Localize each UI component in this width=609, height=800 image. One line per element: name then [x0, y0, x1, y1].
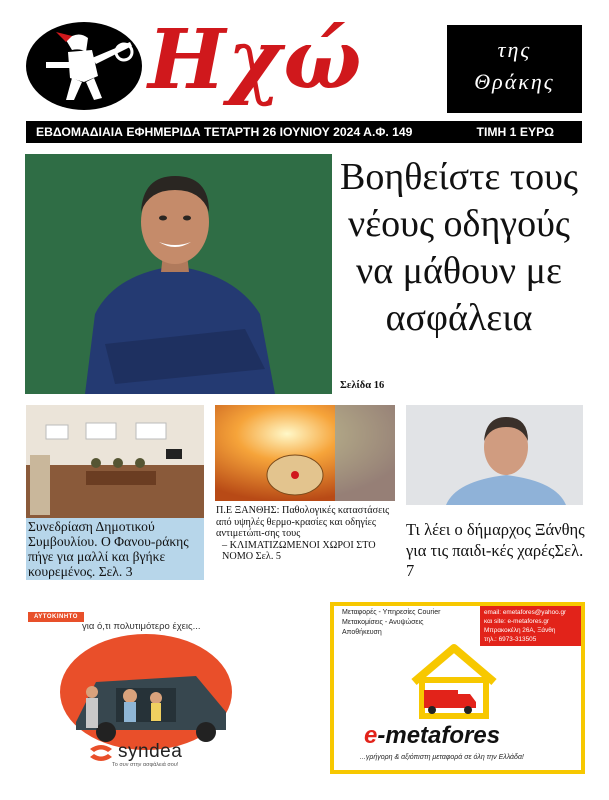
logo-letter-e: e — [364, 722, 378, 749]
subtitle-box — [447, 25, 582, 113]
contact-site[interactable]: και site: e-metafores.gr — [484, 618, 550, 625]
service-item: Αποθήκευση — [342, 629, 382, 636]
story-caption-heatwave[interactable] — [216, 505, 400, 563]
contact-address: Μπρακοκέλη 26Α, Ξάνθη — [484, 627, 556, 634]
warrior-emblem-icon — [26, 22, 142, 110]
ad-slogan: Το συν στην ασφάλειά σου! — [112, 762, 179, 768]
price-label: ΤΙΜΗ 1 ΕΥΡΩ — [476, 125, 554, 139]
syndea-ad[interactable] — [26, 604, 266, 774]
heatwave-caption-line-2: – ΚΛΙΜΑΤΙΖΩΜΕΝΟΙ ΧΩΡΟΙ ΣΤΟ ΝΟΜΟ Σελ. 5 — [222, 539, 376, 563]
newspaper-logo — [26, 22, 142, 110]
emetafores-logo — [364, 722, 500, 750]
issue-details: ΕΒΔΟΜΑΔΙΑΙΑ ΕΦΗΜΕΡΙΔΑ ΤΕΤΑΡΤΗ 26 ΙΟΥΝΙΟΥ 2024 Α.Φ. 149 — [36, 125, 413, 139]
service-item: Μεταφορές - Υπηρεσίες Courier — [342, 609, 441, 616]
sun-thermometer-icon — [215, 405, 395, 501]
ad-services-list — [342, 608, 440, 638]
heatwave-photo — [215, 405, 395, 501]
main-story-photo — [25, 154, 332, 394]
mayor-photo — [406, 405, 583, 505]
subtitle-line-1: της — [497, 37, 532, 62]
ad-tagline: για ό,τι πολυτιμότερο έχεις... — [82, 621, 201, 632]
ad-contact-box — [480, 606, 585, 646]
council-meeting-photo — [26, 405, 204, 523]
contact-email[interactable]: email: emetafores@yahoo.gr — [484, 609, 567, 616]
emetafores-ad[interactable] — [330, 602, 585, 774]
family-car-icon — [26, 632, 266, 752]
man-portrait-icon — [25, 154, 332, 394]
story-caption-council[interactable]: Συνεδρίαση Δημοτικού Συμβουλίου. Ο Φανου-ράκης πήγε για μαλλί και βγήκε κουρεμένος. Σελ. 3 — [26, 518, 204, 580]
house-truck-icon — [374, 642, 534, 722]
main-page-reference: Σελίδα 16 — [340, 380, 385, 391]
man-portrait-icon — [406, 405, 583, 505]
main-headline[interactable]: Βοηθείστε τους νέους οδηγούς να μάθουν με ασφάλεια — [340, 156, 578, 339]
ad-brand-name: syndea — [118, 741, 183, 762]
service-item: Μετακομίσεις - Ανυψώσεις — [342, 619, 424, 626]
syndea-logo-icon — [88, 743, 114, 763]
ad-slogan: ...γρήγορη & αξιόπιστη μεταφορά σε όλη την Ελλάδα! — [360, 754, 524, 761]
newspaper-title: Ηχώ — [148, 12, 364, 108]
contact-phone[interactable]: τηλ.: 6973-313505 — [484, 636, 537, 643]
story-caption-mayor[interactable]: Τι λέει ο δήμαρχος Ξάνθης για τις παιδι-κές χαρέςΣελ. 7 — [406, 520, 585, 580]
issue-info-bar — [26, 121, 582, 143]
ad-category-badge: ΑΥΤΟΚΙΝΗΤΟ — [28, 612, 84, 622]
heatwave-caption-line-1: Π.Ε ΞΑΝΘΗΣ: Παθολογικές καταστάσεις από υψηλές θερμο-κρασίες και οδηγίες αντιμετώπι-σης τους — [216, 505, 390, 540]
logo-text: -metafores — [377, 722, 501, 749]
meeting-room-icon — [26, 405, 204, 523]
subtitle-line-2: Θράκης — [474, 69, 555, 94]
